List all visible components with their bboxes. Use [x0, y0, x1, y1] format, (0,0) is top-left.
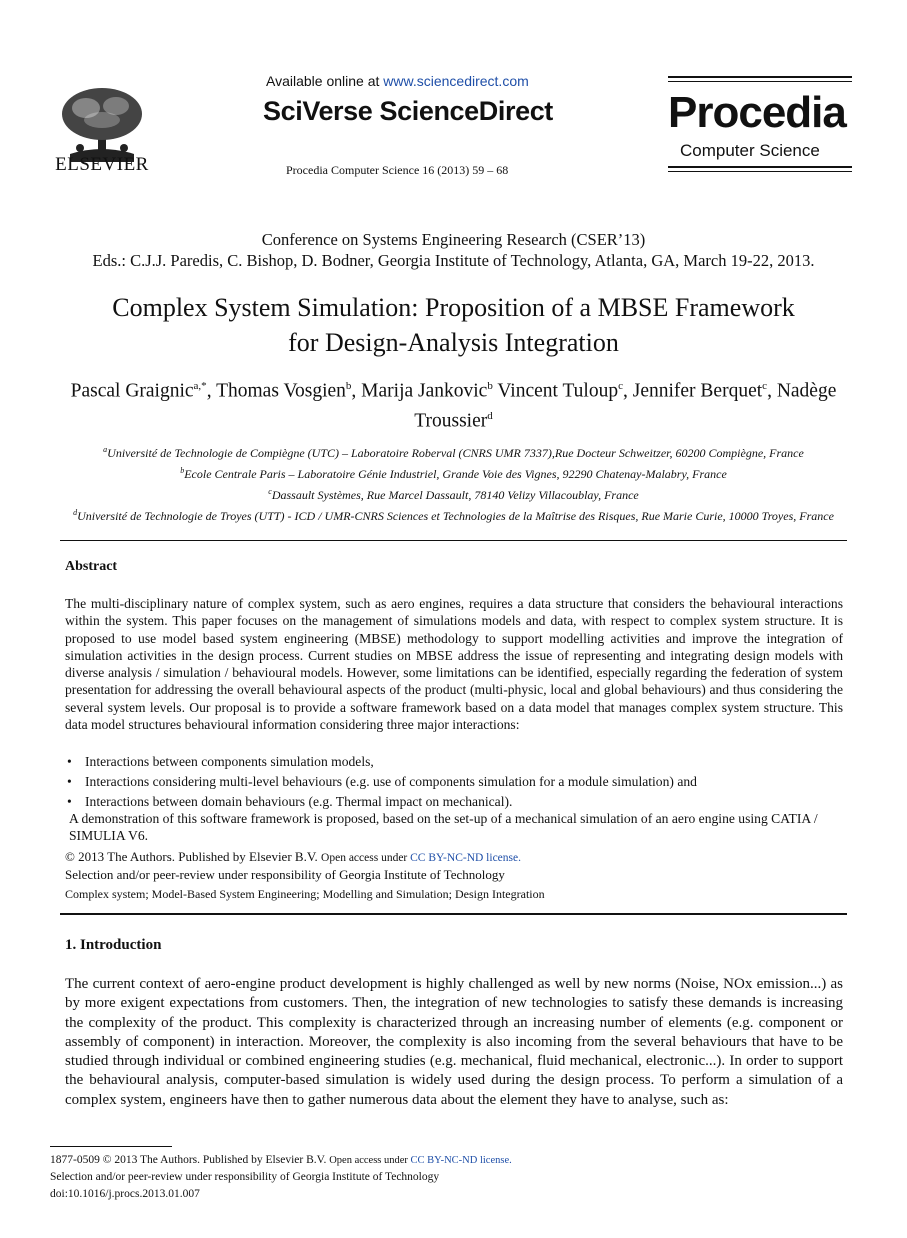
procedia-logo: Procedia	[668, 88, 846, 137]
affiliation-mark: a	[103, 445, 108, 454]
elsevier-wordmark: ELSEVIER	[55, 154, 149, 175]
paper-title-line1: Complex System Simulation: Proposition of a MBSE Framework	[112, 293, 795, 322]
copyright-text: © 2013 The Authors. Published by Elsevier B.V.	[65, 849, 322, 864]
available-online-line	[266, 73, 529, 89]
author-affiliation-mark: b	[487, 380, 493, 392]
license-link[interactable]: CC BY-NC-ND license.	[410, 852, 521, 864]
available-prefix: Available online at	[266, 73, 384, 89]
footer-selection: Selection and/or peer-review under responsibility of Georgia Institute of Technology	[50, 1171, 440, 1183]
affiliation	[60, 441, 847, 462]
affiliation	[60, 462, 847, 483]
affiliation	[60, 483, 847, 504]
footer-doi: doi:10.1016/j.procs.2013.01.007	[50, 1188, 200, 1200]
affiliation-mark: c	[268, 487, 272, 496]
copyright-line	[65, 849, 521, 865]
abstract-demo-text: A demonstration of this software framework is proposed, based on the set-up of a mechanical simulation of an aero engine using CATIA / SIMULIA V6.	[69, 811, 818, 844]
affiliation-text: Université de Technologie de Troyes (UTT) - ICD / UMR-CNRS Sciences et Technologies de la Maîtrise des Risques, Rue Marie Curie, 10000 Troyes, France	[77, 509, 834, 523]
procedia-bottom-rule-thin	[668, 171, 852, 172]
section-body: The current context of aero-engine product development is highly challenged as well by new norms (Noise, NOx emission...) as by more exigent expectations from customers. Then, the integration of new technologies to satisfy these demands is increasing the complexity of the product. This complexity is characterized through an increasing number of elements (e.g. component or assembly of component) in interaction. Moreover, the complexity is also incoming from the several behaviours that have to be studied through individual or combined engineering studies (e.g. mechanical, fluid mechanical, electronic...). In order to support the behavioural analysis, computer-based simulation is widely used during the design process. To perform a simulation of a complex system, engineers have then to gather numerous data about the element they have to analyse, such as:	[65, 976, 843, 1108]
procedia-subtitle: Computer Science	[680, 141, 820, 160]
paper-title-line2: for Design-Analysis Integration	[288, 328, 619, 357]
list-item: • Interactions between domain behaviours (e.g. Thermal impact on mechanical).	[65, 792, 843, 812]
affiliation-text: Ecole Centrale Paris – Laboratoire Génie Industriel, Grande Voie des Vignes, 92290 Chatenay-Malabry, France	[184, 467, 727, 481]
author: Marija Jankovic	[361, 380, 488, 402]
author: Jennifer Berquet	[632, 380, 763, 402]
abstract-body: The multi-disciplinary nature of complex system, such as aero engines, requires a data structure that considers the behavioural interactions within the system. This paper focuses on the management of simulations models and data, with respect to complex system structure. It is proposed to use model based system engineering (MBSE) methodology to support modelling activities and improve the integration of simulation activities in the design process. Current studies on MBSE address the issue of representing and integrating design models with diverse analysis / simulation / behavioural models. However, some limitations can be identified, especially regarding the federation of system presentation for addressing the overall behavioural aspects of the product (multi-physic, local and global behaviours) and thus considering the several system levels. Our proposal is to provide a software framework based on a data model that manages complex system structure. This data model structures behavioural information considering three major interactions:	[65, 596, 843, 733]
sciverse-sciencedirect-logo: SciVerse ScienceDirect	[263, 96, 553, 126]
footer-issn-line	[50, 1154, 512, 1166]
list-item: • Interactions between components simulation models,	[65, 752, 843, 772]
section-heading: 1. Introduction	[65, 937, 162, 953]
open-access-text: Open access under	[321, 852, 411, 864]
affiliation-mark: b	[180, 466, 185, 475]
author-affiliation-mark: b	[345, 380, 352, 392]
paper-title	[60, 290, 847, 360]
author-affiliation-mark: c	[618, 380, 623, 392]
author-separator: ,	[767, 380, 777, 402]
divider	[60, 540, 847, 541]
author: Nadège Troussier	[414, 380, 837, 431]
affiliation-text: Dassault Systèmes, Rue Marcel Dassault, 78140 Velizy Villacoublay, France	[271, 488, 639, 502]
footnote-rule	[50, 1146, 172, 1147]
affiliations	[60, 441, 847, 525]
keywords: Complex system; Model-Based System Engineering; Modelling and Simulation; Design Integration	[65, 887, 545, 901]
footer-open-access: Open access under	[329, 1155, 411, 1166]
abstract-heading: Abstract	[65, 559, 118, 574]
procedia-top-rule	[668, 76, 852, 78]
affiliation	[60, 504, 847, 525]
procedia-top-rule-thin	[668, 81, 852, 82]
abstract-bullet-list	[65, 752, 843, 812]
author-separator: ,	[623, 380, 633, 402]
author: Vincent Tuloup	[497, 380, 619, 402]
author: Thomas Vosgien	[216, 380, 346, 402]
author-separator: ,	[206, 380, 217, 402]
peer-review-line: Selection and/or peer-review under responsibility of Georgia Institute of Technology	[65, 867, 505, 882]
author-list	[70, 374, 837, 433]
procedia-bottom-rule	[668, 166, 852, 168]
author: Pascal Graignic	[70, 380, 194, 402]
list-item: • Interactions considering multi-level behaviours (e.g. use of components simulation for a module simulation) and	[65, 772, 843, 792]
author-separator: ,	[351, 380, 362, 402]
sciencedirect-link[interactable]: www.sciencedirect.com	[383, 73, 529, 89]
affiliation-text: Université de Technologie de Compiègne (UTC) – Laboratoire Roberval (CNRS UMR 7337),Rue Docteur Schweitzer, 60200 Compiègne, France	[107, 446, 804, 460]
author-affiliation-mark: c	[762, 380, 768, 392]
divider	[60, 913, 847, 915]
conference-editors: Eds.: C.J.J. Paredis, C. Bishop, D. Bodner, Georgia Institute of Technology, Atlanta, GA, March 19-22, 2013.	[92, 251, 815, 270]
footer-issn: 1877-0509 © 2013 The Authors. Published by Elsevier B.V.	[50, 1154, 330, 1166]
journal-citation: Procedia Computer Science 16 (2013) 59 – 68	[286, 163, 509, 177]
author-affiliation-mark: a,*	[193, 380, 207, 392]
affiliation-mark: d	[73, 508, 78, 517]
footer-license-link[interactable]: CC BY-NC-ND license.	[410, 1155, 512, 1166]
conference-title: Conference on Systems Engineering Research (CSER’13)	[261, 230, 646, 249]
author-affiliation-mark: d	[487, 409, 493, 422]
